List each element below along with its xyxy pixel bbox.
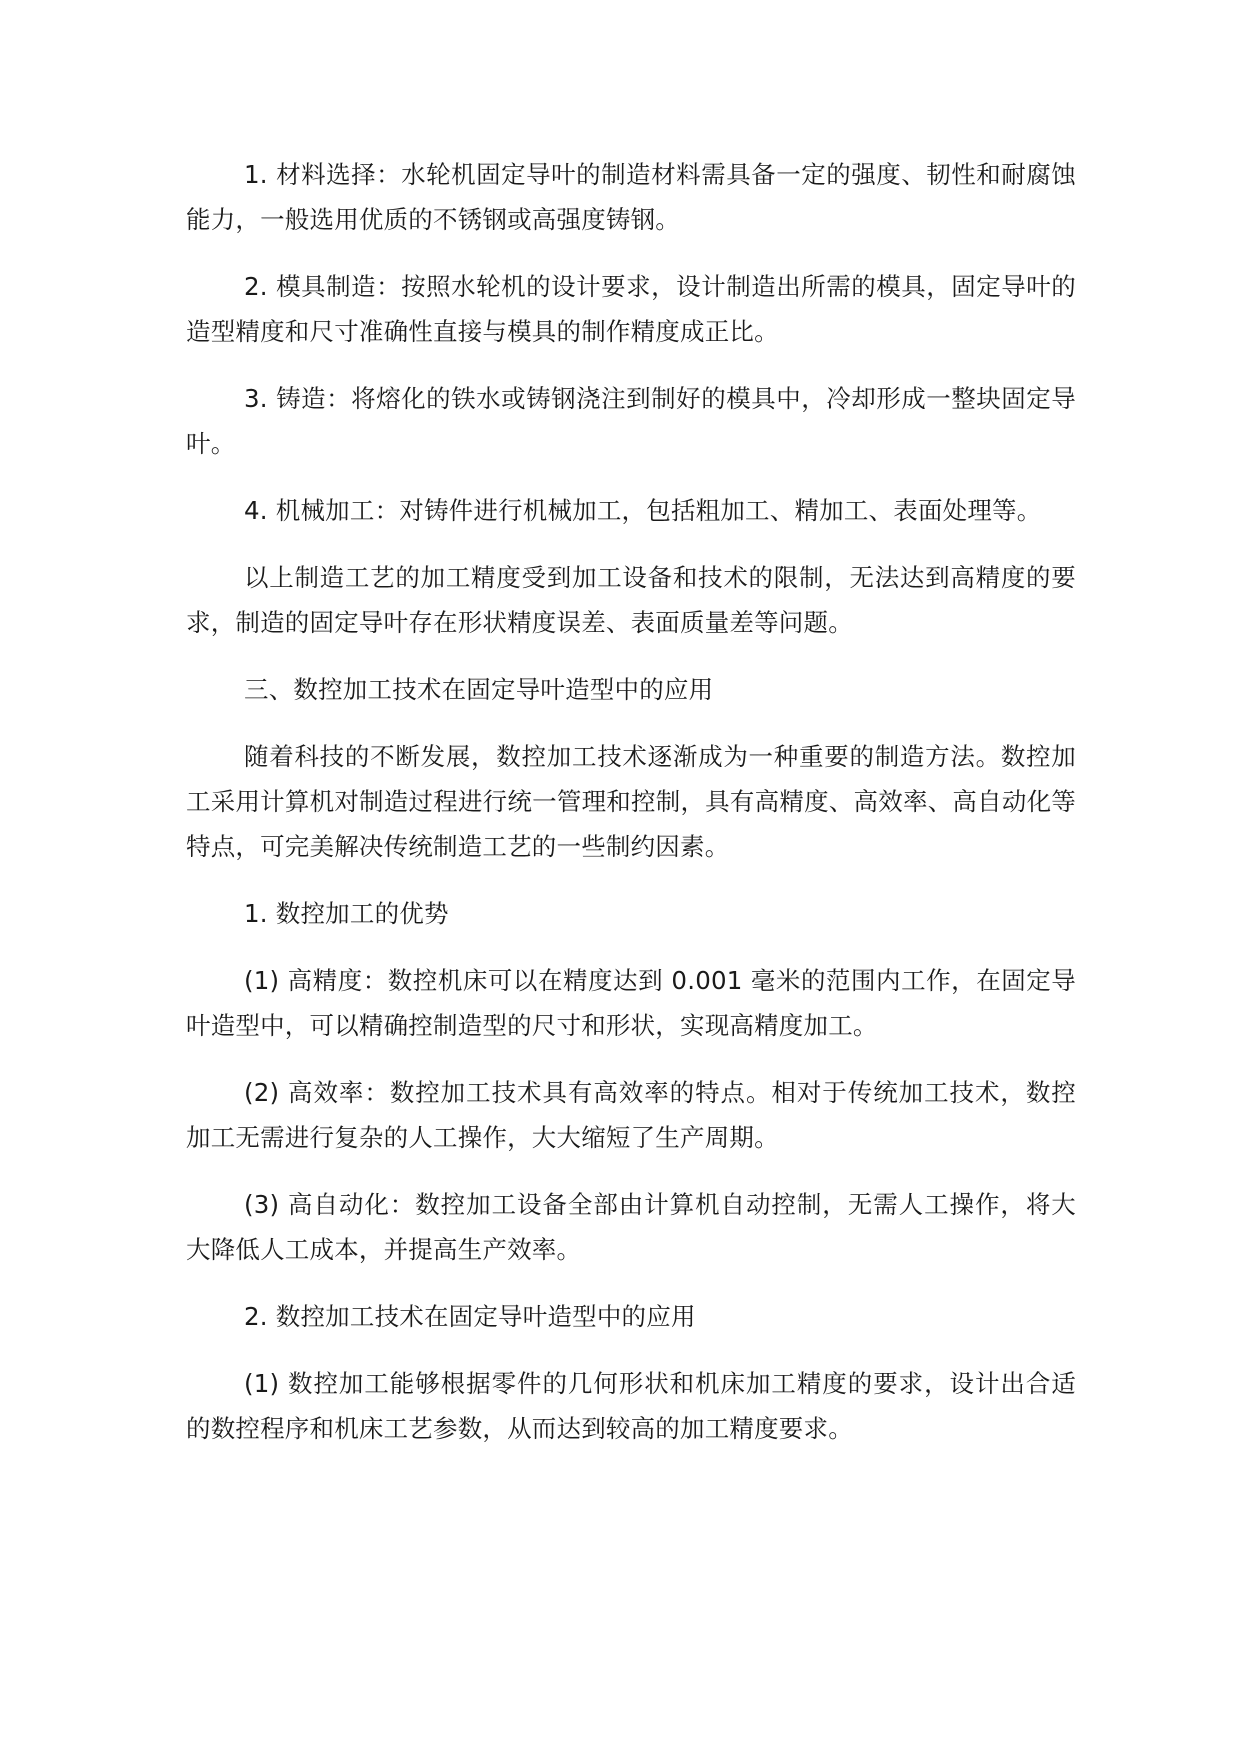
paragraph-precision-limits: 以上制造工艺的加工精度受到加工设备和技术的限制，无法达到高精度的要求，制造的固定导叶存在形状精度误差、表面质量差等问题。	[186, 563, 1076, 637]
paragraph-high-automation: (3) 高自动化：数控加工设备全部由计算机自动控制，无需人工操作，将大大降低人工成本，并提高生产效率。	[186, 1190, 1076, 1264]
document-body	[186, 152, 1076, 1473]
paragraph-machining: 4. 机械加工：对铸件进行机械加工，包括粗加工、精加工、表面处理等。	[244, 496, 1042, 525]
subheading-cnc-in-guide-vane: 2. 数控加工技术在固定导叶造型中的应用	[244, 1302, 696, 1331]
section-heading-cnc-application: 三、数控加工技术在固定导叶造型中的应用	[244, 675, 714, 704]
paragraph-casting: 3. 铸造：将熔化的铁水或铸钢浇注到制好的模具中，冷却形成一整块固定导叶。	[186, 384, 1076, 458]
paragraph-cnc-intro: 随着科技的不断发展，数控加工技术逐渐成为一种重要的制造方法。数控加工采用计算机对制造过程进行统一管理和控制，具有高精度、高效率、高自动化等特点，可完美解决传统制造工艺的一些制约因素。	[186, 742, 1076, 861]
subheading-cnc-advantages: 1. 数控加工的优势	[244, 899, 449, 928]
paragraph-high-efficiency: (2) 高效率：数控加工技术具有高效率的特点。相对于传统加工技术，数控加工无需进行复杂的人工操作，大大缩短了生产周期。	[186, 1078, 1076, 1152]
paragraph-cnc-program-design: (1) 数控加工能够根据零件的几何形状和机床加工精度的要求，设计出合适的数控程序和机床工艺参数，从而达到较高的加工精度要求。	[186, 1369, 1076, 1443]
paragraph-mold-making: 2. 模具制造：按照水轮机的设计要求，设计制造出所需的模具，固定导叶的造型精度和尺寸准确性直接与模具的制作精度成正比。	[186, 272, 1076, 346]
paragraph-high-precision: (1) 高精度：数控机床可以在精度达到 0.001 毫米的范围内工作，在固定导叶造型中，可以精确控制造型的尺寸和形状，实现高精度加工。	[186, 966, 1076, 1040]
paragraph-material-selection: 1. 材料选择：水轮机固定导叶的制造材料需具备一定的强度、韧性和耐腐蚀能力，一般选用优质的不锈钢或高强度铸钢。	[186, 160, 1076, 234]
